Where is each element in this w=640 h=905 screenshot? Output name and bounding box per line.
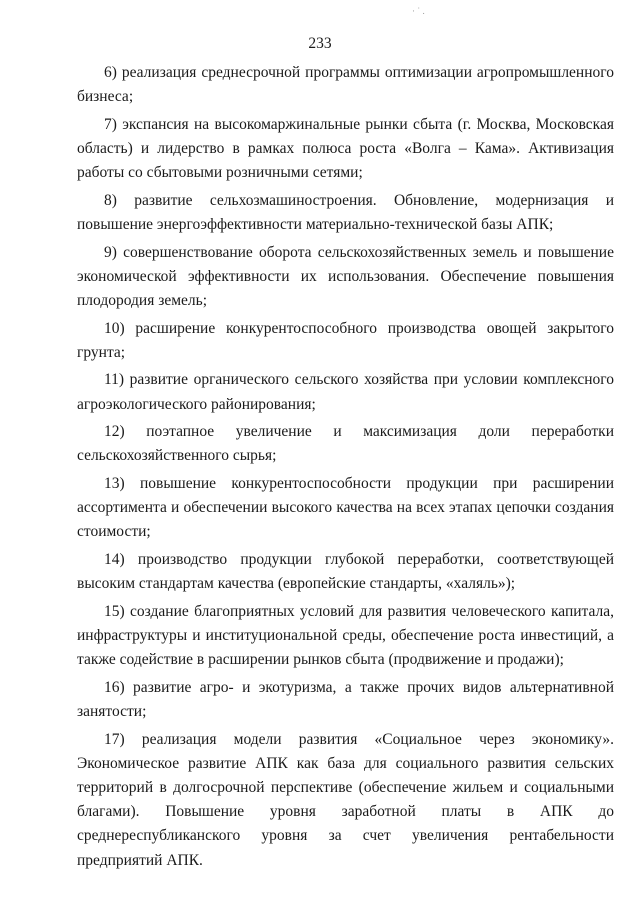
scan-speck-marks: · ˙ . [412, 6, 425, 16]
list-item-11: 11) развитие органического сельского хозяйства при условии комплексного агроэкологического районирования; [77, 371, 614, 413]
list-item-6: 6) реализация среднесрочной программы оптимизации агропромышленного бизнеса; [77, 64, 614, 106]
list-item-8: 8) развитие сельхозмашиностроения. Обновление, модернизация и повышение энергоэффективности материально-технической базы АПК; [77, 191, 614, 233]
list-item-13: 13) повышение конкурентоспособности продукции при расширении ассортимента и обеспечении высокого качества на всех этапах цепочки создания стоимости; [77, 474, 614, 541]
list-body [77, 61, 614, 876]
list-item-15: 15) создание благоприятных условий для развития человеческого капитала, инфраструктуры и институциональной среды, обеспечение роста инвестиций, а также содействие в расширении рынков сбыта (продвижение и продажи); [77, 602, 614, 669]
list-item-9: 9) совершенствование оборота сельскохозяйственных земель и повышение экономической эффективности их использования. Обеспечение повышения плодородия земель; [77, 243, 614, 309]
list-item-12: 12) поэтапное увеличение и максимизация доли переработки сельскохозяйственного сырья; [77, 423, 614, 465]
list-item-16: 16) развитие агро- и экотуризма, а также прочих видов альтернативной занятости; [77, 678, 614, 720]
page-number: 233 [308, 35, 332, 52]
list-item-10: 10) расширение конкурентоспособного производства овощей закрытого грунта; [77, 319, 614, 361]
list-item-14: 14) производство продукции глубокой переработки, соответствующей высоким стандартам качества (европейские стандарты, «халяль»); [77, 550, 614, 593]
list-item-7: 7) экспансия на высокомаржинальные рынки сбыта (г. Москва, Московская область) и лидерство в рамках полюса роста «Волга – Кама». Активизация работы со сбытовыми розничными сетями; [77, 115, 614, 182]
list-item-17: 17) реализация модели развития «Социальное через экономику». Экономическое развитие АПК как база для социального развития сельских территорий в долгосрочной перспективе (обеспечение жильем и социальными благами). Повышение уровня заработной платы в АПК до среднереспубликанского уровня за счет увеличения рентабельности предприятий АПК. [77, 730, 614, 869]
